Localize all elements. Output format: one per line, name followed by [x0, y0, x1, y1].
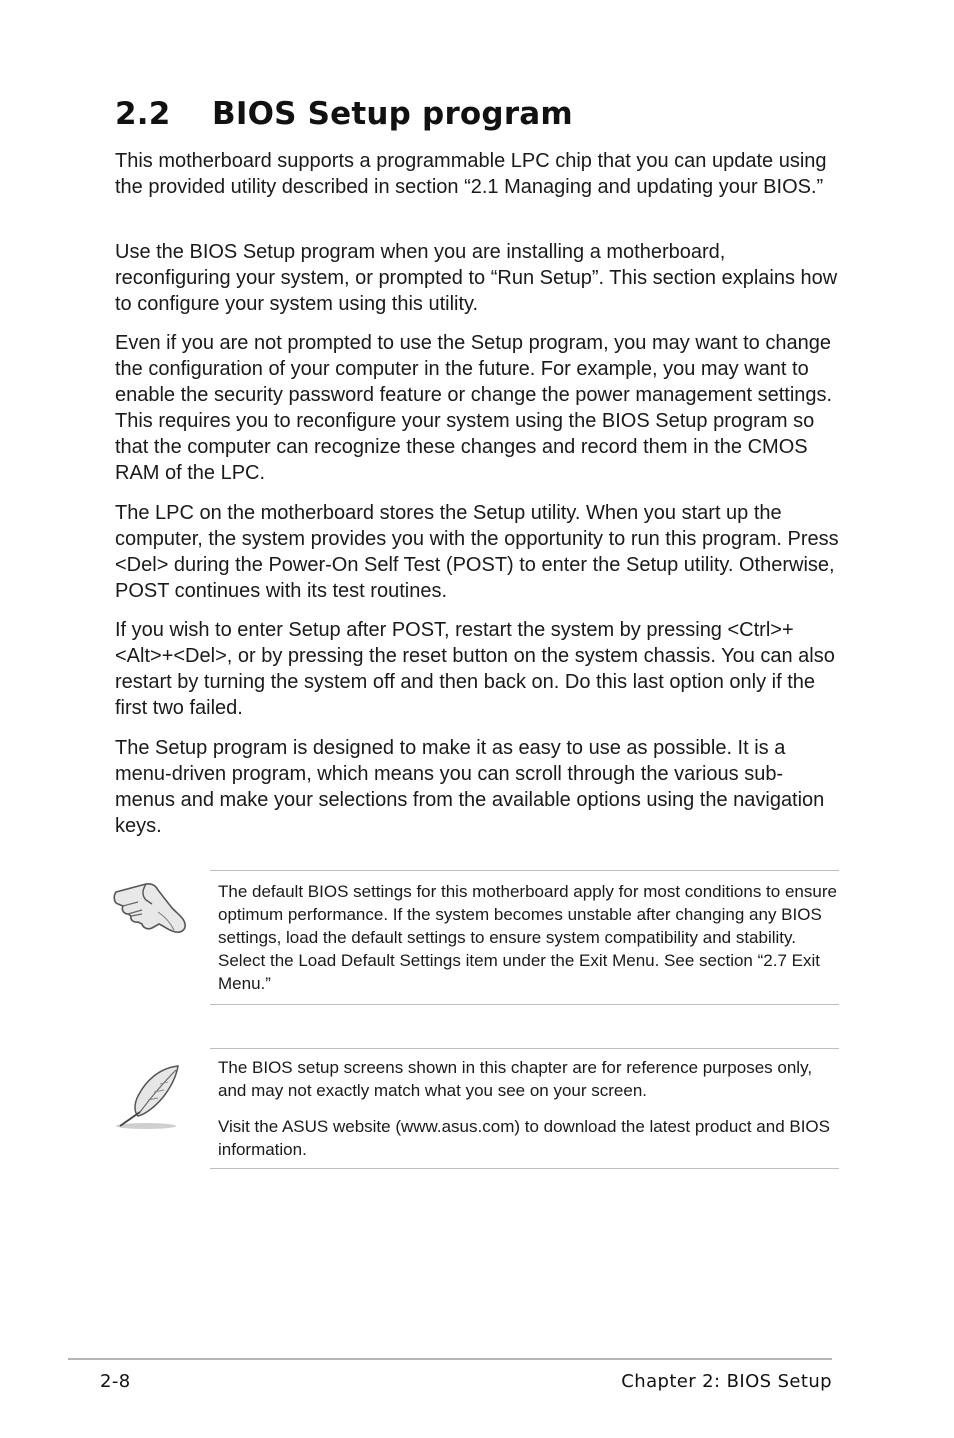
- paragraph: The Setup program is designed to make it as easy to use as possible. It is a menu-driven program, which means you can scroll through the various sub-menus and make your selections from the available options using the navigation keys.: [115, 737, 825, 837]
- feather-quill-icon: [112, 1062, 184, 1137]
- note-box: [210, 870, 839, 1005]
- section-title: BIOS Setup program: [212, 96, 573, 132]
- load-default-settings-label: Load Default Settings: [298, 951, 461, 970]
- footer-divider: [68, 1358, 832, 1360]
- page-number: 2-8: [100, 1371, 131, 1392]
- note-text-end: item under the Exit Menu. See section “2.7 Exit Menu.”: [218, 951, 820, 993]
- paragraph: Even if you are not prompted to use the Setup program, you may want to change the configuration of your computer in the future. For example, you may want to enable the security password feature or change the power management settings. This requires you to reconfigure your system using the BIOS Setup program so that the computer can recognize these changes and record them in the CMOS RAM of the LPC.: [115, 332, 833, 484]
- section-heading: [115, 96, 573, 132]
- paragraph: If you wish to enter Setup after POST, restart the system by pressing <Ctrl>+<Alt>+<Del>, or by pressing the reset button on the system chassis. You can also restart by turning the system off and then back on. Do this last option only if the first two failed.: [115, 619, 835, 719]
- paragraph: This motherboard supports a programmable LPC chip that you can update using the provided utility described in section “2.1 Managing and updating your BIOS.”: [115, 150, 827, 198]
- note-text: [218, 880, 839, 995]
- note-box: [210, 1048, 839, 1169]
- chapter-title: Chapter 2: BIOS Setup: [621, 1371, 832, 1392]
- section-number: 2.2: [115, 96, 171, 132]
- paragraph: The LPC on the motherboard stores the Setup utility. When you start up the computer, the system provides you with the opportunity to run this program. Press <Del> during the Power-On Self Test (POST) to enter the Setup utility. Otherwise, POST continues with its test routines.: [115, 502, 839, 602]
- note-text-start: The default BIOS settings for this motherboard apply for most conditions to ensure optimum performance. If the system becomes unstable after changing any BIOS settings, load the default settings to ensure system compatibility and stability. Select the: [218, 882, 837, 970]
- note-text: The BIOS setup screens shown in this chapter are for reference purposes only, and may not exactly match what you see on your screen.: [218, 1058, 813, 1100]
- hand-pointer-icon: [112, 878, 188, 941]
- note-text: Visit the ASUS website (www.asus.com) to download the latest product and BIOS information.: [218, 1117, 830, 1159]
- paragraph: Use the BIOS Setup program when you are installing a motherboard, reconfiguring your system, or prompted to “Run Setup”. This section explains how to configure your system using this utility.: [115, 241, 838, 315]
